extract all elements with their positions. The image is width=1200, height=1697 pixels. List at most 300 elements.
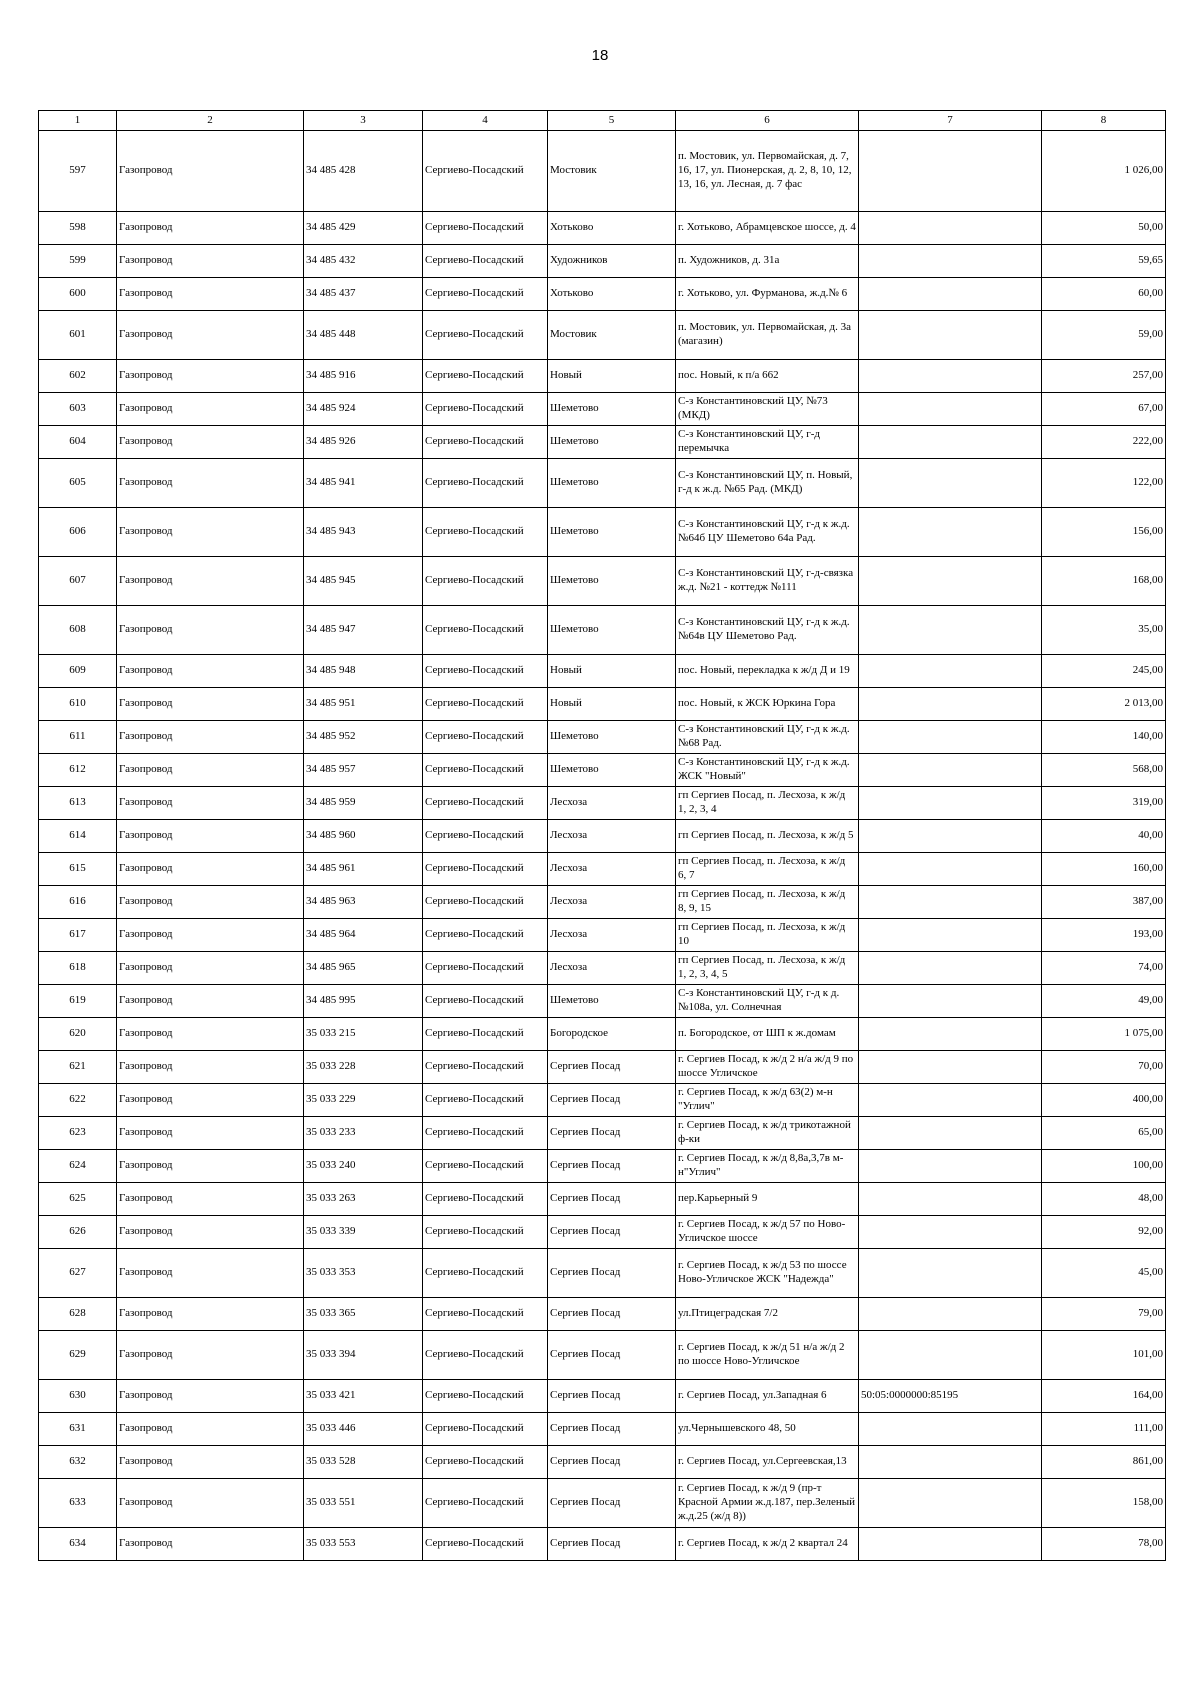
length-value-cell: 65,00 [1042,1117,1166,1150]
cadastral-number-cell [859,245,1042,278]
object-name-cell: Газопровод [117,1018,304,1051]
locality-cell: Богородское [548,1018,676,1051]
object-code-cell: 35 033 233 [304,1117,423,1150]
table-body [39,131,1166,1561]
row-number-cell: 621 [39,1051,117,1084]
row-number-cell: 606 [39,508,117,557]
row-number-cell: 600 [39,278,117,311]
address-cell: пер.Карьерный 9 [676,1183,859,1216]
object-code-cell: 34 485 957 [304,754,423,787]
object-name-cell: Газопровод [117,1331,304,1380]
length-value-cell: 168,00 [1042,557,1166,606]
cadastral-number-cell [859,655,1042,688]
locality-cell: Сергиев Посад [548,1117,676,1150]
object-name-cell: Газопровод [117,1183,304,1216]
cadastral-number-cell [859,606,1042,655]
object-code-cell: 34 485 437 [304,278,423,311]
table-row [39,985,1166,1018]
object-code-cell: 34 485 432 [304,245,423,278]
district-cell: Сергиево-Посадский [423,1150,548,1183]
object-code-cell: 34 485 959 [304,787,423,820]
cadastral-number-cell [859,1413,1042,1446]
table-row [39,1298,1166,1331]
locality-cell: Сергиев Посад [548,1331,676,1380]
object-code-cell: 35 033 240 [304,1150,423,1183]
length-value-cell: 59,65 [1042,245,1166,278]
object-code-cell: 34 485 941 [304,459,423,508]
length-value-cell: 48,00 [1042,1183,1166,1216]
object-code-cell: 35 033 353 [304,1249,423,1298]
object-name-cell: Газопровод [117,278,304,311]
object-code-cell: 35 033 421 [304,1380,423,1413]
district-cell: Сергиево-Посадский [423,655,548,688]
length-value-cell: 245,00 [1042,655,1166,688]
object-name-cell: Газопровод [117,655,304,688]
district-cell: Сергиево-Посадский [423,1183,548,1216]
cadastral-number-cell [859,1298,1042,1331]
object-code-cell: 34 485 945 [304,557,423,606]
table-row [39,1249,1166,1298]
table-row [39,886,1166,919]
address-cell: С-з Константиновский ЦУ, №73 (МКД) [676,393,859,426]
object-code-cell: 34 485 428 [304,131,423,212]
row-number-cell: 628 [39,1298,117,1331]
row-number-cell: 619 [39,985,117,1018]
address-cell: г. Сергиев Посад, к ж/д 2 н/а ж/д 9 по шоссе Угличское [676,1051,859,1084]
table-row [39,787,1166,820]
column-header-3: 3 [304,111,423,131]
cadastral-number-cell [859,212,1042,245]
district-cell: Сергиево-Посадский [423,311,548,360]
district-cell: Сергиево-Посадский [423,886,548,919]
district-cell: Сергиево-Посадский [423,952,548,985]
table-row [39,1150,1166,1183]
object-name-cell: Газопровод [117,1216,304,1249]
length-value-cell: 387,00 [1042,886,1166,919]
object-name-cell: Газопровод [117,1117,304,1150]
district-cell: Сергиево-Посадский [423,688,548,721]
table-row [39,131,1166,212]
row-number-cell: 617 [39,919,117,952]
header-row [39,111,1166,131]
length-value-cell: 158,00 [1042,1479,1166,1528]
locality-cell: Лесхоза [548,952,676,985]
cadastral-number-cell: 50:05:0000000:85195 [859,1380,1042,1413]
table-row [39,919,1166,952]
address-cell: пос. Новый, к ЖСК Юркина Гора [676,688,859,721]
locality-cell: Сергиев Посад [548,1249,676,1298]
row-number-cell: 608 [39,606,117,655]
object-name-cell: Газопровод [117,393,304,426]
locality-cell: Мостовик [548,131,676,212]
cadastral-number-cell [859,1183,1042,1216]
object-code-cell: 34 485 448 [304,311,423,360]
address-cell: г. Сергиев Посад, к ж/д 57 по Ново-Угличское шоссе [676,1216,859,1249]
cadastral-number-cell [859,853,1042,886]
row-number-cell: 611 [39,721,117,754]
table-row [39,1018,1166,1051]
object-code-cell: 35 033 263 [304,1183,423,1216]
address-cell: п. Художников, д. 31а [676,245,859,278]
object-code-cell: 35 033 339 [304,1216,423,1249]
locality-cell: Лесхоза [548,886,676,919]
row-number-cell: 599 [39,245,117,278]
locality-cell: Шеметово [548,393,676,426]
row-number-cell: 612 [39,754,117,787]
district-cell: Сергиево-Посадский [423,245,548,278]
page-number: 18 [591,47,609,64]
object-code-cell: 34 485 952 [304,721,423,754]
row-number-cell: 625 [39,1183,117,1216]
cadastral-number-cell [859,1446,1042,1479]
row-number-cell: 604 [39,426,117,459]
length-value-cell: 101,00 [1042,1331,1166,1380]
district-cell: Сергиево-Посадский [423,278,548,311]
object-code-cell: 34 485 961 [304,853,423,886]
address-cell: пос. Новый, к п/а 662 [676,360,859,393]
locality-cell: Хотьково [548,212,676,245]
district-cell: Сергиево-Посадский [423,1084,548,1117]
locality-cell: Новый [548,655,676,688]
table-row [39,360,1166,393]
cadastral-number-cell [859,919,1042,952]
row-number-cell: 631 [39,1413,117,1446]
object-name-cell: Газопровод [117,919,304,952]
locality-cell: Художников [548,245,676,278]
locality-cell: Сергиев Посад [548,1216,676,1249]
cadastral-number-cell [859,508,1042,557]
locality-cell: Сергиев Посад [548,1528,676,1561]
length-value-cell: 156,00 [1042,508,1166,557]
length-value-cell: 861,00 [1042,1446,1166,1479]
length-value-cell: 45,00 [1042,1249,1166,1298]
column-header-5: 5 [548,111,676,131]
address-cell: г. Сергиев Посад, к ж/д 51 н/а ж/д 2 по шоссе Ново-Угличское [676,1331,859,1380]
cadastral-number-cell [859,985,1042,1018]
length-value-cell: 1 075,00 [1042,1018,1166,1051]
length-value-cell: 35,00 [1042,606,1166,655]
object-code-cell: 35 033 551 [304,1479,423,1528]
length-value-cell: 50,00 [1042,212,1166,245]
locality-cell: Сергиев Посад [548,1446,676,1479]
table-row [39,754,1166,787]
object-name-cell: Газопровод [117,508,304,557]
row-number-cell: 632 [39,1446,117,1479]
object-name-cell: Газопровод [117,787,304,820]
district-cell: Сергиево-Посадский [423,1298,548,1331]
address-cell: п. Мостовик, ул. Первомайская, д. 7, 16, 17, ул. Пионерская, д. 2, 8, 10, 12, 13, 16, ул. Лесная, д. 7 фас [676,131,859,212]
length-value-cell: 78,00 [1042,1528,1166,1561]
length-value-cell: 70,00 [1042,1051,1166,1084]
length-value-cell: 49,00 [1042,985,1166,1018]
locality-cell: Сергиев Посад [548,1084,676,1117]
district-cell: Сергиево-Посадский [423,131,548,212]
locality-cell: Лесхоза [548,853,676,886]
registry-table [38,110,1166,1561]
length-value-cell: 160,00 [1042,853,1166,886]
row-number-cell: 618 [39,952,117,985]
row-number-cell: 616 [39,886,117,919]
district-cell: Сергиево-Посадский [423,754,548,787]
address-cell: г. Сергиев Посад, к ж/д 53 по шоссе Ново-Угличское ЖСК "Надежда" [676,1249,859,1298]
address-cell: ул.Птицеградская 7/2 [676,1298,859,1331]
row-number-cell: 602 [39,360,117,393]
cadastral-number-cell [859,721,1042,754]
length-value-cell: 79,00 [1042,1298,1166,1331]
district-cell: Сергиево-Посадский [423,426,548,459]
length-value-cell: 222,00 [1042,426,1166,459]
object-name-cell: Газопровод [117,557,304,606]
cadastral-number-cell [859,1249,1042,1298]
row-number-cell: 605 [39,459,117,508]
table-row [39,278,1166,311]
object-code-cell: 34 485 960 [304,820,423,853]
cadastral-number-cell [859,1051,1042,1084]
address-cell: г. Хотьково, Абрамцевское шоссе, д. 4 [676,212,859,245]
address-cell: С-з Константиновский ЦУ, г-д к ж.д. №64в ЦУ Шеметово Рад. [676,606,859,655]
table-row [39,1446,1166,1479]
table-row [39,1051,1166,1084]
cadastral-number-cell [859,820,1042,853]
cadastral-number-cell [859,311,1042,360]
district-cell: Сергиево-Посадский [423,787,548,820]
object-name-cell: Газопровод [117,1249,304,1298]
row-number-cell: 615 [39,853,117,886]
length-value-cell: 319,00 [1042,787,1166,820]
table-row [39,853,1166,886]
address-cell: г. Хотьково, ул. Фурманова, ж.д.№ 6 [676,278,859,311]
object-name-cell: Газопровод [117,886,304,919]
locality-cell: Сергиев Посад [548,1150,676,1183]
object-code-cell: 35 033 365 [304,1298,423,1331]
cadastral-number-cell [859,1528,1042,1561]
district-cell: Сергиево-Посадский [423,985,548,1018]
address-cell: С-з Константиновский ЦУ, г-д к ж.д. №68 Рад. [676,721,859,754]
district-cell: Сергиево-Посадский [423,1331,548,1380]
cadastral-number-cell [859,393,1042,426]
length-value-cell: 1 026,00 [1042,131,1166,212]
address-cell: п. Мостовик, ул. Первомайская, д. 3а (магазин) [676,311,859,360]
address-cell: гп Сергиев Посад, п. Лесхоза, к ж/д 1, 2, 3, 4, 5 [676,952,859,985]
object-name-cell: Газопровод [117,1528,304,1561]
object-code-cell: 34 485 965 [304,952,423,985]
column-header-6: 6 [676,111,859,131]
cadastral-number-cell [859,1150,1042,1183]
cadastral-number-cell [859,787,1042,820]
district-cell: Сергиево-Посадский [423,508,548,557]
locality-cell: Новый [548,688,676,721]
table-row [39,426,1166,459]
row-number-cell: 601 [39,311,117,360]
address-cell: С-з Константиновский ЦУ, г-д к ж.д. ЖСК "Новый" [676,754,859,787]
district-cell: Сергиево-Посадский [423,1380,548,1413]
object-code-cell: 34 485 924 [304,393,423,426]
row-number-cell: 607 [39,557,117,606]
district-cell: Сергиево-Посадский [423,1051,548,1084]
length-value-cell: 100,00 [1042,1150,1166,1183]
locality-cell: Сергиев Посад [548,1183,676,1216]
object-name-cell: Газопровод [117,985,304,1018]
object-name-cell: Газопровод [117,1413,304,1446]
address-cell: г. Сергиев Посад, к ж/д 9 (пр-т Красной Армии ж.д.187, пер.Зеленый ж.д.25 (ж/д 8)) [676,1479,859,1528]
row-number-cell: 626 [39,1216,117,1249]
district-cell: Сергиево-Посадский [423,1216,548,1249]
locality-cell: Шеметово [548,721,676,754]
table-row [39,820,1166,853]
row-number-cell: 634 [39,1528,117,1561]
locality-cell: Шеметово [548,426,676,459]
cadastral-number-cell [859,557,1042,606]
object-name-cell: Газопровод [117,1084,304,1117]
locality-cell: Лесхоза [548,820,676,853]
table-row [39,952,1166,985]
address-cell: С-з Константиновский ЦУ, г-д-связка ж.д. №21 - коттедж №111 [676,557,859,606]
locality-cell: Хотьково [548,278,676,311]
locality-cell: Шеметово [548,508,676,557]
object-code-cell: 34 485 429 [304,212,423,245]
address-cell: гп Сергиев Посад, п. Лесхоза, к ж/д 6, 7 [676,853,859,886]
cadastral-number-cell [859,952,1042,985]
object-name-cell: Газопровод [117,820,304,853]
table-row [39,1084,1166,1117]
district-cell: Сергиево-Посадский [423,459,548,508]
length-value-cell: 74,00 [1042,952,1166,985]
table-row [39,508,1166,557]
cadastral-number-cell [859,1479,1042,1528]
table-row [39,459,1166,508]
length-value-cell: 40,00 [1042,820,1166,853]
row-number-cell: 597 [39,131,117,212]
locality-cell: Шеметово [548,985,676,1018]
object-name-cell: Газопровод [117,952,304,985]
row-number-cell: 622 [39,1084,117,1117]
table-row [39,1331,1166,1380]
district-cell: Сергиево-Посадский [423,853,548,886]
address-cell: г. Сергиев Посад, к ж/д 2 квартал 24 [676,1528,859,1561]
row-number-cell: 603 [39,393,117,426]
table-row [39,1183,1166,1216]
address-cell: п. Богородское, от ШП к ж.домам [676,1018,859,1051]
locality-cell: Шеметово [548,754,676,787]
address-cell: г. Сергиев Посад, ул.Западная 6 [676,1380,859,1413]
address-cell: С-з Константиновский ЦУ, г-д перемычка [676,426,859,459]
column-header-7: 7 [859,111,1042,131]
object-code-cell: 35 033 228 [304,1051,423,1084]
table-row [39,1413,1166,1446]
address-cell: гп Сергиев Посад, п. Лесхоза, к ж/д 8, 9, 15 [676,886,859,919]
address-cell: гп Сергиев Посад, п. Лесхоза, к ж/д 10 [676,919,859,952]
length-value-cell: 122,00 [1042,459,1166,508]
address-cell: г. Сергиев Посад, к ж/д 63(2) м-н "Углич" [676,1084,859,1117]
locality-cell: Мостовик [548,311,676,360]
object-code-cell: 34 485 916 [304,360,423,393]
district-cell: Сергиево-Посадский [423,1446,548,1479]
address-cell: гп Сергиев Посад, п. Лесхоза, к ж/д 5 [676,820,859,853]
length-value-cell: 400,00 [1042,1084,1166,1117]
row-number-cell: 609 [39,655,117,688]
object-name-cell: Газопровод [117,426,304,459]
object-name-cell: Газопровод [117,245,304,278]
object-code-cell: 34 485 943 [304,508,423,557]
cadastral-number-cell [859,1331,1042,1380]
table-row [39,311,1166,360]
length-value-cell: 92,00 [1042,1216,1166,1249]
column-header-4: 4 [423,111,548,131]
locality-cell: Сергиев Посад [548,1413,676,1446]
object-code-cell: 35 033 229 [304,1084,423,1117]
table-row [39,1117,1166,1150]
row-number-cell: 633 [39,1479,117,1528]
length-value-cell: 2 013,00 [1042,688,1166,721]
cadastral-number-cell [859,688,1042,721]
object-name-cell: Газопровод [117,212,304,245]
locality-cell: Шеметово [548,459,676,508]
object-code-cell: 34 485 963 [304,886,423,919]
address-cell: С-з Константиновский ЦУ, г-д к ж.д. №64б ЦУ Шеметово 64а Рад. [676,508,859,557]
object-code-cell: 34 485 947 [304,606,423,655]
object-code-cell: 34 485 995 [304,985,423,1018]
row-number-cell: 627 [39,1249,117,1298]
cadastral-number-cell [859,1117,1042,1150]
length-value-cell: 164,00 [1042,1380,1166,1413]
cadastral-number-cell [859,360,1042,393]
district-cell: Сергиево-Посадский [423,1528,548,1561]
cadastral-number-cell [859,131,1042,212]
row-number-cell: 629 [39,1331,117,1380]
row-number-cell: 630 [39,1380,117,1413]
locality-cell: Шеметово [548,557,676,606]
length-value-cell: 140,00 [1042,721,1166,754]
object-name-cell: Газопровод [117,1380,304,1413]
length-value-cell: 111,00 [1042,1413,1166,1446]
locality-cell: Новый [548,360,676,393]
district-cell: Сергиево-Посадский [423,919,548,952]
object-name-cell: Газопровод [117,1446,304,1479]
address-cell: ул.Чернышевского 48, 50 [676,1413,859,1446]
object-name-cell: Газопровод [117,1150,304,1183]
row-number-cell: 614 [39,820,117,853]
cadastral-number-cell [859,754,1042,787]
length-value-cell: 193,00 [1042,919,1166,952]
table-row [39,721,1166,754]
object-name-cell: Газопровод [117,1298,304,1331]
object-code-cell: 35 033 394 [304,1331,423,1380]
district-cell: Сергиево-Посадский [423,1413,548,1446]
locality-cell: Лесхоза [548,919,676,952]
column-header-2: 2 [117,111,304,131]
cadastral-number-cell [859,426,1042,459]
table-row [39,212,1166,245]
object-code-cell: 34 485 948 [304,655,423,688]
table-row [39,1380,1166,1413]
object-name-cell: Газопровод [117,1051,304,1084]
district-cell: Сергиево-Посадский [423,212,548,245]
cadastral-number-cell [859,1018,1042,1051]
table-row [39,1216,1166,1249]
object-code-cell: 35 033 446 [304,1413,423,1446]
cadastral-number-cell [859,459,1042,508]
district-cell: Сергиево-Посадский [423,1018,548,1051]
cadastral-number-cell [859,1084,1042,1117]
locality-cell: Сергиев Посад [548,1380,676,1413]
district-cell: Сергиево-Посадский [423,721,548,754]
table-row [39,1528,1166,1561]
object-code-cell: 34 485 964 [304,919,423,952]
object-code-cell: 35 033 553 [304,1528,423,1561]
district-cell: Сергиево-Посадский [423,820,548,853]
object-name-cell: Газопровод [117,360,304,393]
object-code-cell: 35 033 215 [304,1018,423,1051]
